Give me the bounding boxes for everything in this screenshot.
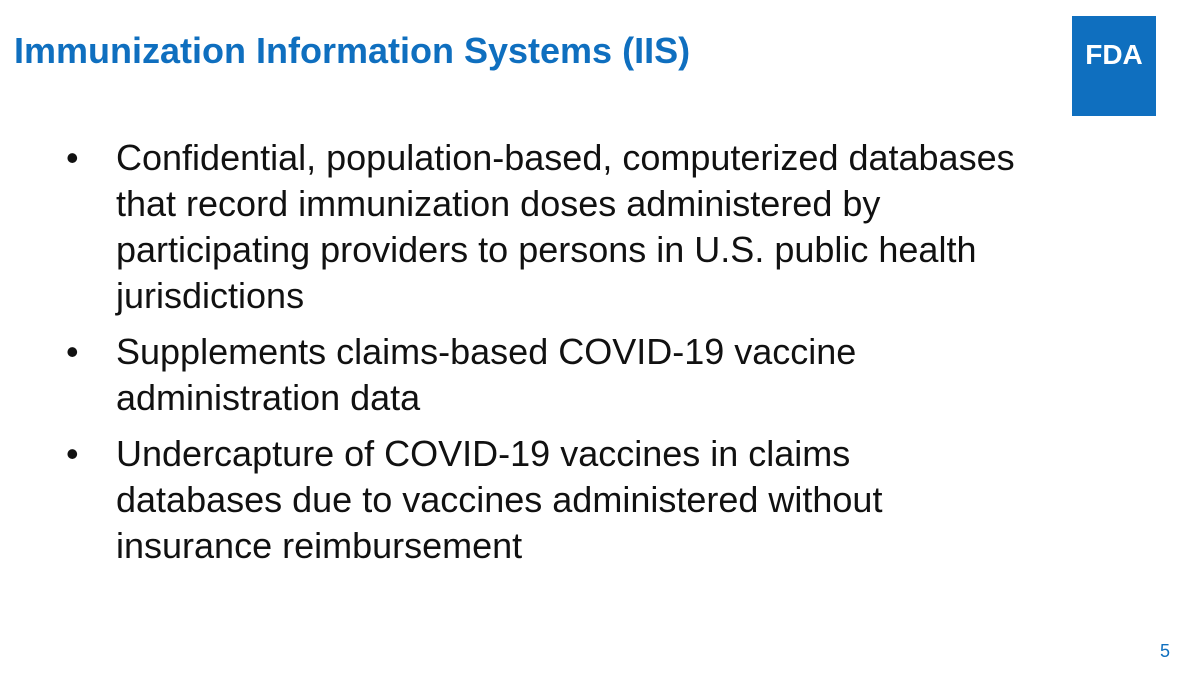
svg-text:FDA: FDA: [1085, 39, 1143, 70]
bullet-text: Supplements claims-based COVID-19 vaccine administration data: [116, 331, 857, 418]
bullet-list: [66, 135, 1026, 579]
fda-logo-mark: [1072, 16, 1156, 116]
bullet-text: Undercapture of COVID-19 vaccines in claims databases due to vaccines administered without insurance reimbursement: [116, 433, 883, 566]
bullet-item: [66, 329, 1026, 421]
bullet-marker: •: [66, 331, 79, 372]
slide-title: Immunization Information Systems (IIS): [14, 30, 691, 71]
bullet-text: Confidential, population-based, computerized databases that record immunization doses administered by participating providers to persons in U.S. public health jurisdictions: [116, 137, 1015, 316]
bullet-marker: •: [66, 137, 79, 178]
bullet-marker: •: [66, 433, 79, 474]
bullet-item: [66, 135, 1026, 319]
bullet-item: [66, 431, 1026, 569]
page-number: 5: [1159, 641, 1170, 661]
fda-logo: [1072, 16, 1156, 116]
